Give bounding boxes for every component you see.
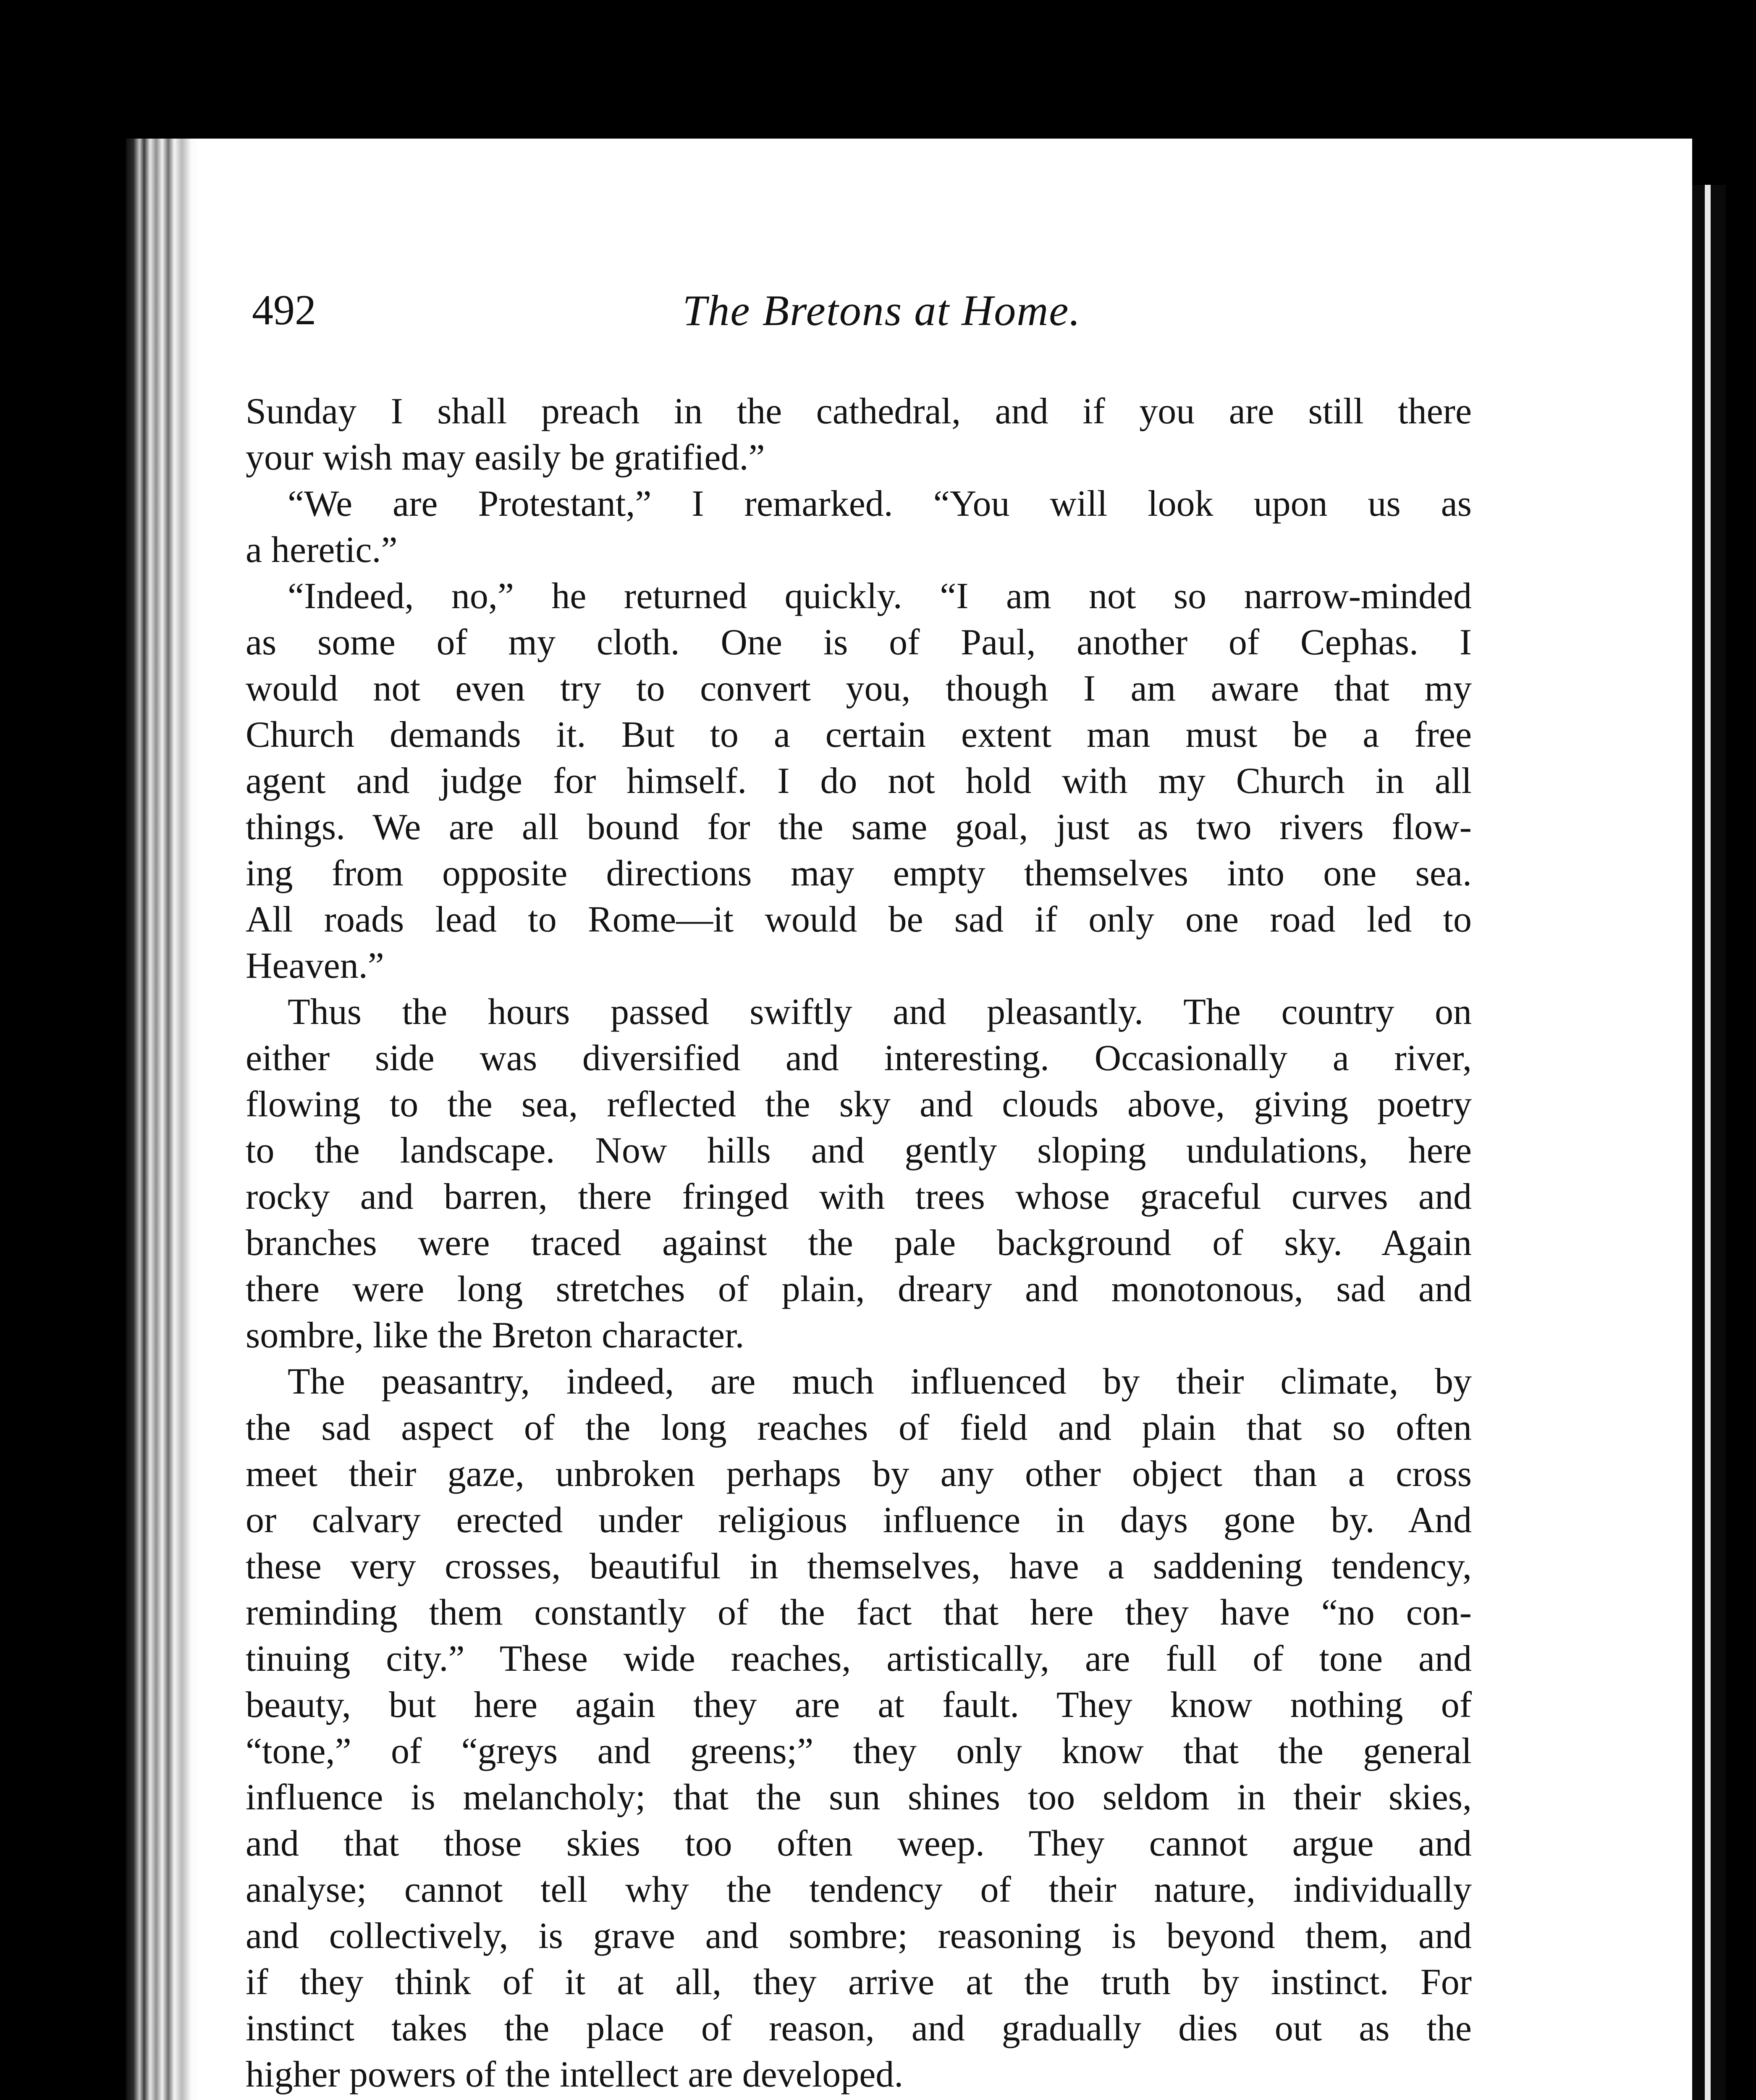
running-title: The Bretons at Home. [682,286,1081,335]
text-line: your wish may easily be gratified.” [246,437,765,478]
text-line: if they think of it at all, they arrive at the truth by instinct. For [246,1962,1472,2003]
text-line: and collectively, is grave and sombre; reasoning is beyond them, and [246,1916,1472,1956]
text-line: “We are Protestant,” I remarked. “You will look upon us as [288,483,1472,524]
text-line: meet their gaze, unbroken perhaps by any other object than a cross [246,1454,1472,1494]
text-line: and that those skies too often weep. They cannot argue and [246,1823,1472,1864]
page-number: 492 [252,286,316,334]
text-line [246,2098,1472,2100]
text-line: agent and judge for himself. I do not hold with my Church in all [246,761,1472,801]
text-line: influence is melancholy; that the sun shines too seldom in their skies, [246,1777,1472,1818]
text-line: All roads lead to Rome—it would be sad if only one road led to [246,899,1472,940]
text-line: either side was diversified and interesting. Occasionally a river, [246,1038,1472,1079]
text-line: the sad aspect of the long reaches of field and plain that so often [246,1407,1472,1448]
text-line: “Indeed, no,” he returned quickly. “I am not so narrow-minded [288,576,1472,617]
text-line: The peasantry, indeed, are much influenced by their climate, by [288,1361,1472,1402]
text-line: higher powers of the intellect are developed. [246,2054,904,2095]
text-line: there were long stretches of plain, dreary and monotonous, sad and [246,1269,1472,1310]
body-text [246,388,1472,2100]
text-line: things. We are all bound for the same goal, just as two rivers flow- [246,807,1472,848]
page-header [252,286,1512,353]
text-line: these very crosses, beautiful in themselves, have a saddening tendency, [246,1546,1472,1587]
text-line: ing from opposite directions may empty themselves into one sea. [246,853,1472,894]
text-line: reminding them constantly of the fact that here they have “no con- [246,1592,1472,1633]
text-line: would not even try to convert you, though I am aware that my [246,668,1472,709]
text-line: Heaven.” [246,945,384,986]
text-line: rocky and barren, there fringed with trees whose graceful curves and [246,1176,1472,1217]
text-line: branches were traced against the pale background of sky. Again [246,1223,1472,1263]
text-line: Church demands it. But to a certain extent man must be a free [246,714,1472,755]
text-line: beauty, but here again they are at fault. They know nothing of [246,1685,1472,1725]
text-line: analyse; cannot tell why the tendency of their nature, individually [246,1869,1472,1910]
book-binding [126,139,202,2100]
text-line: Sunday I shall preach in the cathedral, and if you are still there [246,391,1472,432]
text-line: to the landscape. Now hills and gently sloping undulations, here [246,1130,1472,1171]
text-line: or calvary erected under religious influence in days gone by. And [246,1500,1472,1541]
text-line: instinct takes the place of reason, and gradually dies out as the [246,2008,1472,2049]
page-edge [1692,185,1726,2100]
text-line: as some of my cloth. One is of Paul, another of Cephas. I [246,622,1472,663]
text-line: tinuing city.” These wide reaches, artistically, are full of tone and [246,1638,1472,1679]
text-line: sombre, like the Breton character. [246,1315,744,1356]
text-line: “tone,” of “greys and greens;” they only know that the general [246,1731,1472,1772]
text-line: Thus the hours passed swiftly and pleasantly. The country on [288,992,1472,1032]
text-line: flowing to the sea, reflected the sky and clouds above, giving poetry [246,1084,1472,1125]
text-line: a heretic.” [246,530,398,570]
